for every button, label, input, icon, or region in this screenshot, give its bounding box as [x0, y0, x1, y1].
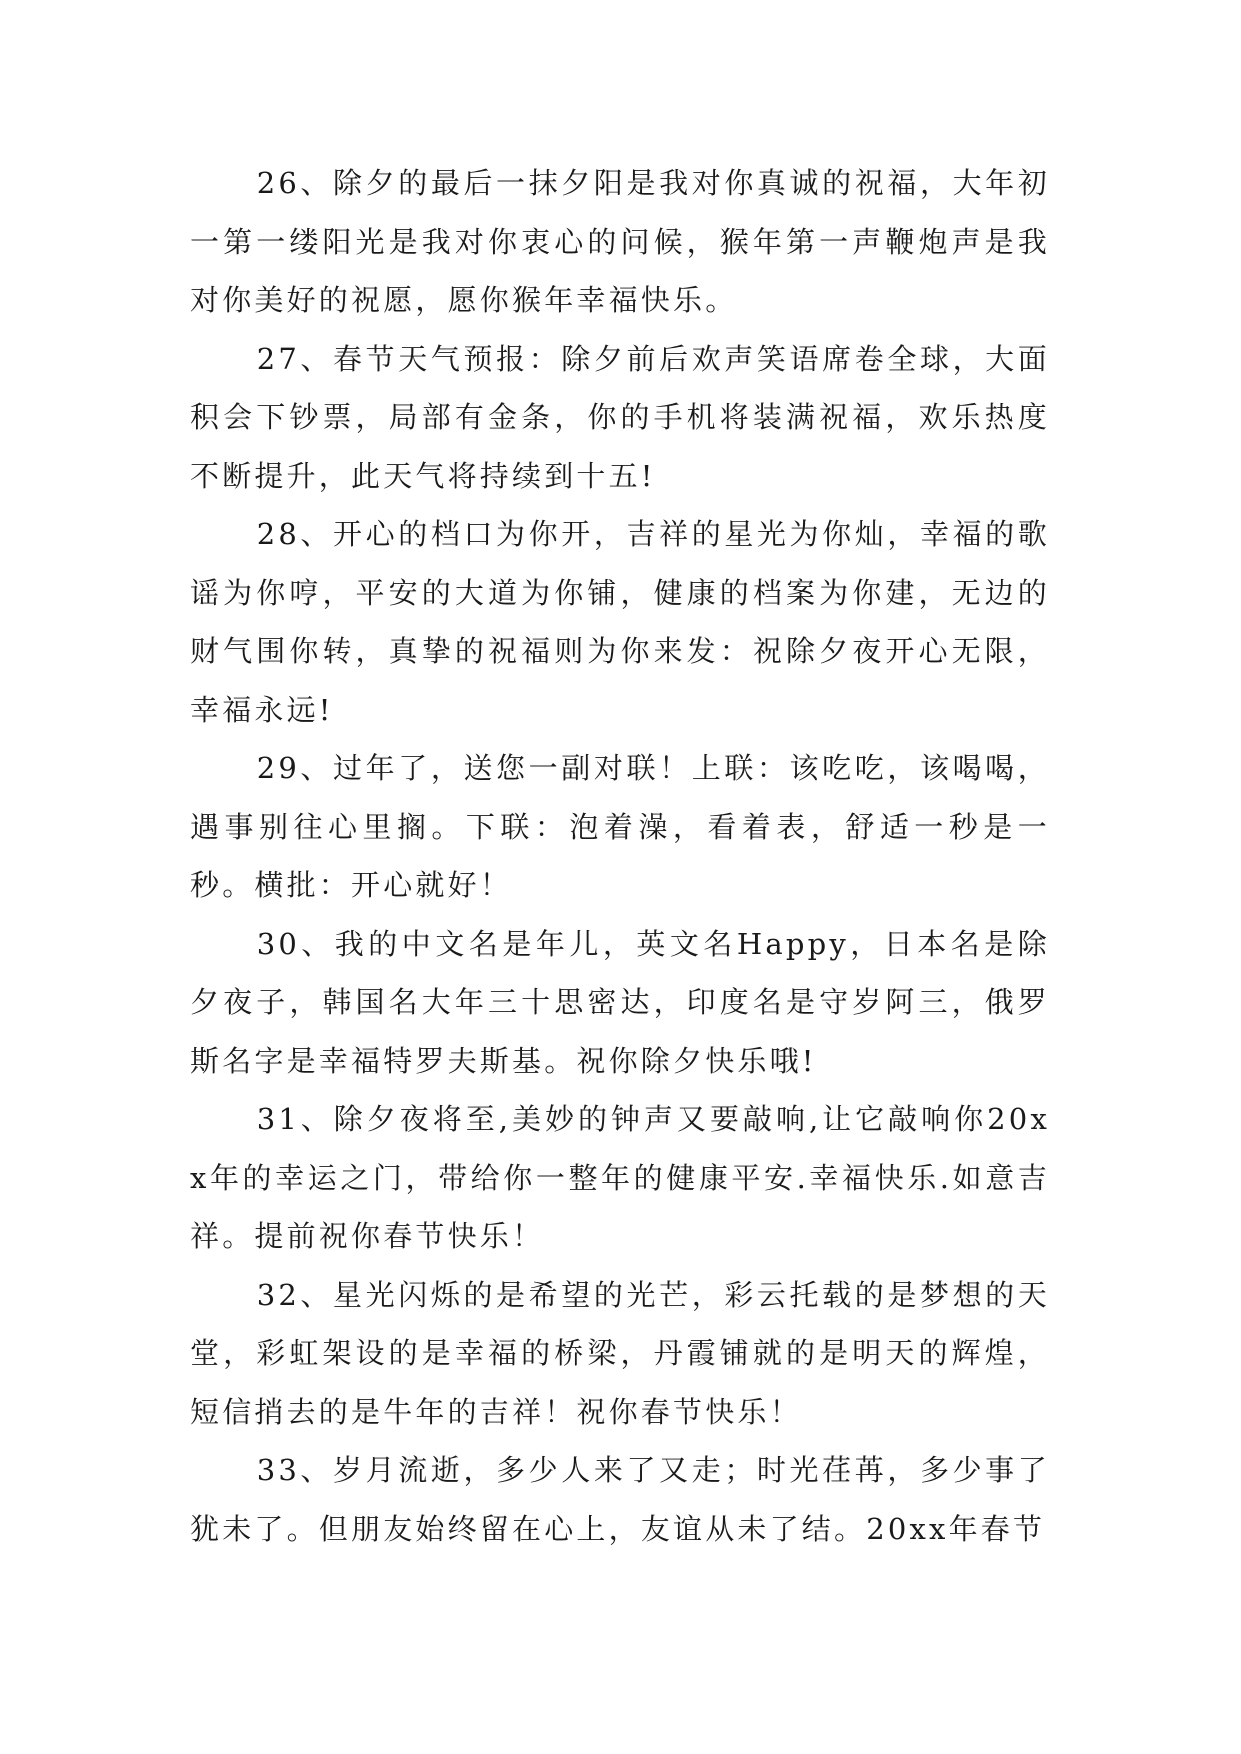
paragraph-29: 29、过年了，送您一副对联！上联：该吃吃，该喝喝，遇事别往心里搁。下联：泡着澡，看着表，舒适一秒是一秒。横批：开心就好！: [190, 751, 1050, 902]
paragraph-32: 32、星光闪烁的是希望的光芒，彩云托载的是梦想的天堂，彩虹架设的是幸福的桥梁，丹霞铺就的是明天的辉煌，短信捎去的是牛年的吉祥！祝你春节快乐！: [190, 1277, 1050, 1429]
document-body: [190, 154, 1050, 1558]
paragraph-26: 26、除夕的最后一抹夕阳是我对你真诚的祝福，大年初一第一缕阳光是我对你衷心的问候，猴年第一声鞭炮声是我对你美好的祝愿，愿你猴年幸福快乐。: [190, 166, 1050, 317]
paragraph-27: 27、春节天气预报：除夕前后欢声笑语席卷全球，大面积会下钞票，局部有金条，你的手机将装满祝福，欢乐热度不断提升，此天气将持续到十五!: [190, 341, 1050, 493]
paragraph-28: 28、开心的档口为你开，吉祥的星光为你灿，幸福的歌谣为你哼，平安的大道为你铺，健康的档案为你建，无边的财气围你转，真挚的祝福则为你来发：祝除夕夜开心无限，幸福永远!: [190, 517, 1050, 727]
paragraph-30: 30、我的中文名是年儿，英文名Happy，日本名是除夕夜子，韩国名大年三十思密达，印度名是守岁阿三，俄罗斯名字是幸福特罗夫斯基。祝你除夕快乐哦!: [190, 926, 1050, 1078]
paragraph-33: 33、岁月流逝，多少人来了又走；时光荏苒，多少事了犹未了。但朋友始终留在心上，友谊从未了结。20xx年春节: [190, 1453, 1050, 1546]
paragraph-31: 31、除夕夜将至,美妙的钟声又要敲响,让它敲响你20xx年的幸运之门，带给你一整年的健康平安.幸福快乐.如意吉祥。提前祝你春节快乐！: [190, 1102, 1050, 1253]
